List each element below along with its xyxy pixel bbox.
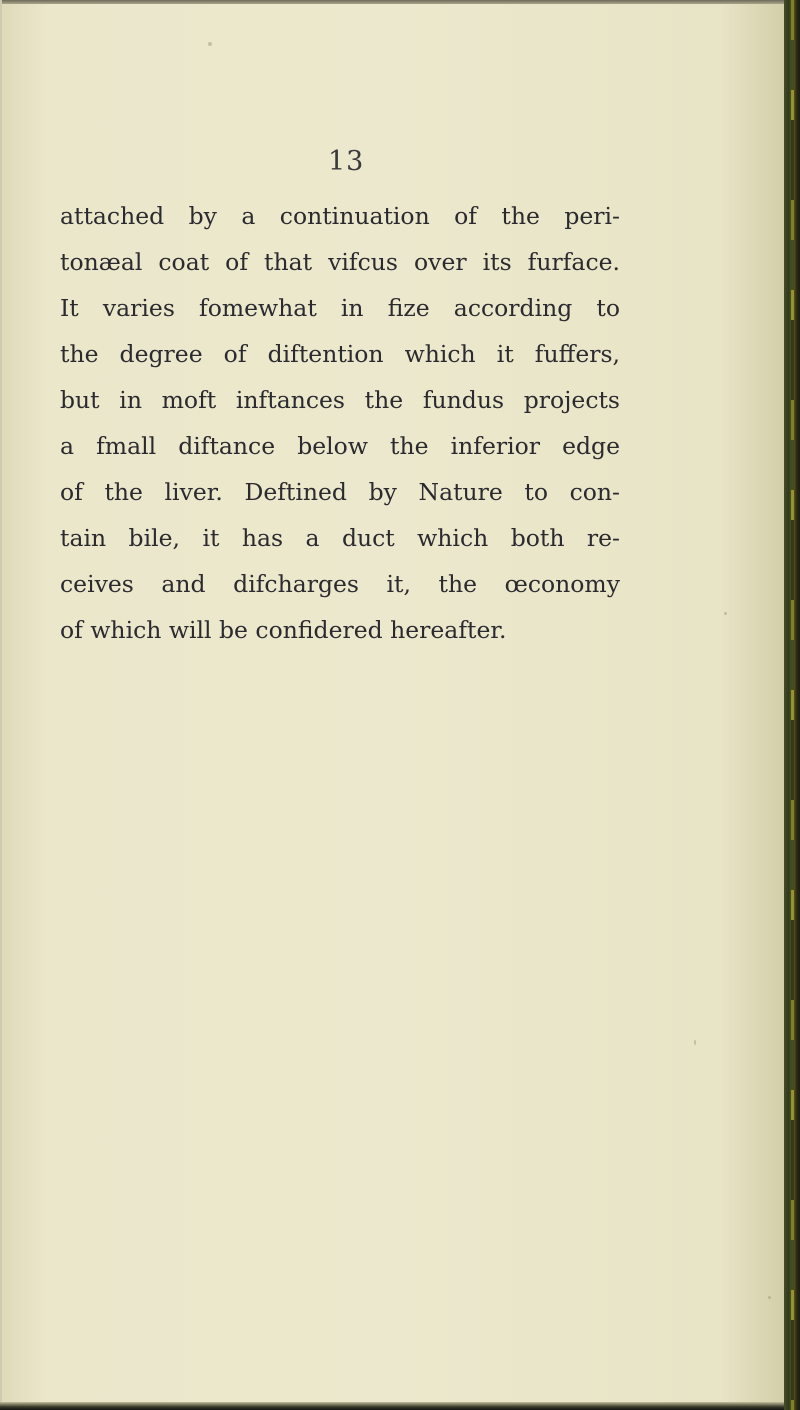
page-bottom-edge [0, 1402, 784, 1410]
page-left-edge [0, 0, 2, 1410]
text-line: tain bile, it has a duct which both re- [60, 524, 620, 552]
text-line: attached by a continuation of the peri- [60, 202, 620, 230]
binding-pattern [791, 0, 794, 1410]
text-line: of which will be confidered hereafter. [60, 616, 507, 644]
body-paragraph [60, 193, 620, 653]
text-line: It varies fomewhat in fize according to [60, 294, 620, 322]
text-line: the degree of diftention which it fuffers, [60, 340, 620, 368]
text-line: ceives and difcharges it, the œconomy [60, 570, 620, 598]
paper-speck [724, 612, 727, 615]
paper-speck [694, 1040, 696, 1045]
page-number: 13 [328, 146, 365, 177]
text-line: of the liver. Deftined by Nature to con- [60, 478, 620, 506]
text-line: but in moft inftances the fundus projects [60, 386, 620, 414]
text-line: a fmall diftance below the inferior edge [60, 432, 620, 460]
paper-speck [208, 42, 212, 46]
page-top-edge [0, 0, 790, 4]
text-line: tonæal coat of that vifcus over its furface. [60, 248, 620, 276]
paper-speck [768, 1296, 771, 1299]
